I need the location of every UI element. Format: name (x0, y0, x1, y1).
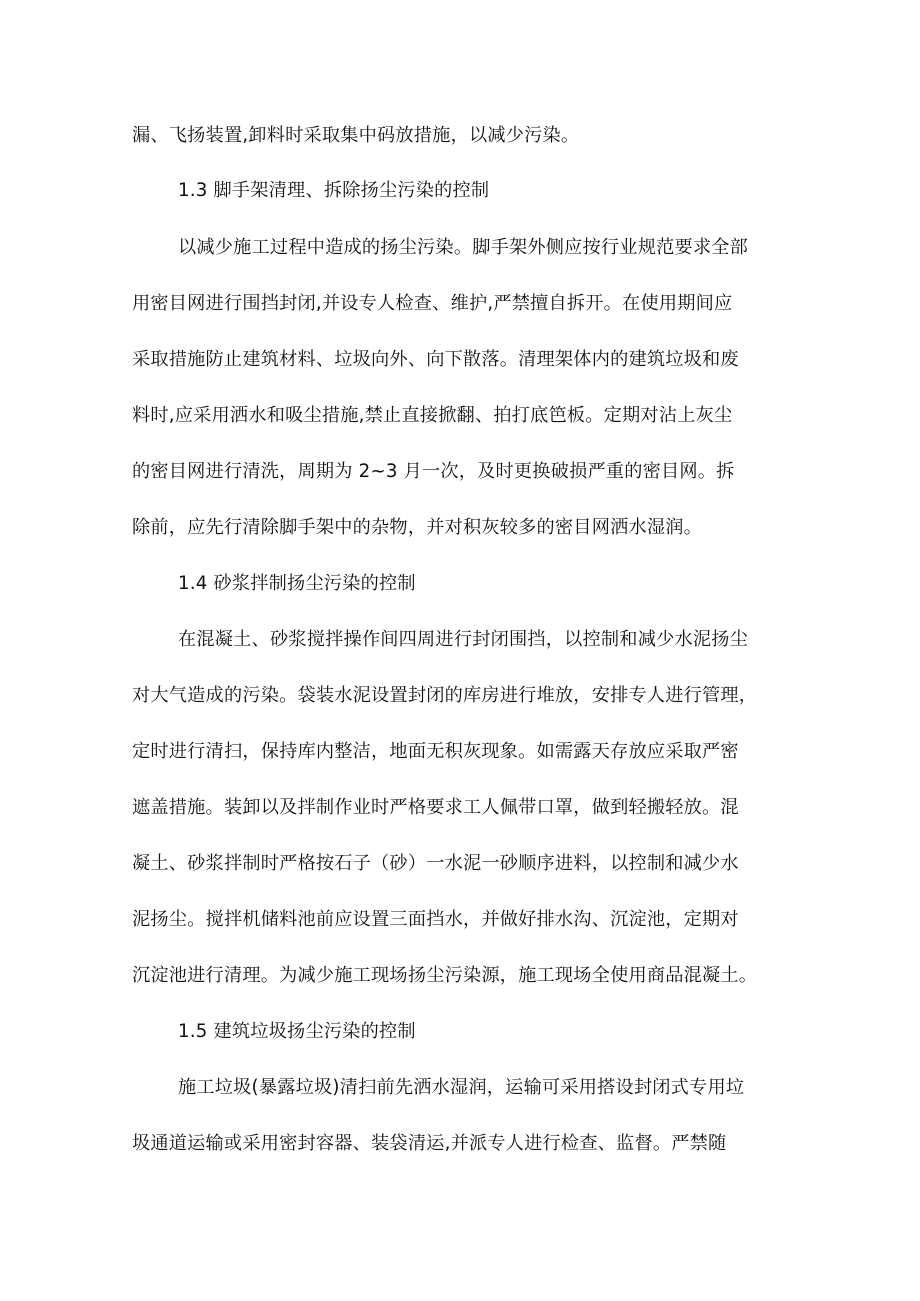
section-heading-1-5: 1.5 建筑垃圾扬尘污染的控制 (178, 1021, 416, 1042)
paragraph-line: 除前，应先行清除脚手架中的杂物，并对积灰较多的密目网洒水湿润。 (132, 517, 703, 538)
paragraph-line: 采取措施防止建筑材料、垃圾向外、向下散落。清理架体内的建筑垃圾和废 (132, 349, 739, 370)
paragraph-line: 沉淀池进行清理。为减少施工现场扬尘污染源，施工现场全使用商品混凝土。 (132, 965, 758, 986)
section-heading-1-4: 1.4 砂浆拌制扬尘污染的控制 (178, 573, 416, 594)
paragraph-line: 定时进行清扫，保持库内整洁，地面无积灰现象。如需露天存放应采取严密 (132, 741, 739, 762)
paragraph-line: 施工垃圾(暴露垃圾)清扫前先洒水湿润，运输可采用搭设封闭式专用垃 (178, 1077, 745, 1098)
paragraph-line: 凝土、砂浆拌制时严格按石子（砂）一水泥一砂顺序进料，以控制和减少水 (132, 853, 739, 874)
paragraph-line: 对大气造成的污染。袋装水泥设置封闭的库房进行堆放，安排专人进行管理， (132, 685, 758, 706)
paragraph-line: 的密目网进行清洗，周期为 2~3 月一次，及时更换破损严重的密目网。拆 (132, 461, 735, 482)
paragraph-line: 圾通道运输或采用密封容器、装袋清运,并派专人进行检查、监督。严禁随 (132, 1133, 727, 1154)
paragraph-line: 泥扬尘。搅拌机储料池前应设置三面挡水，并做好排水沟、沉淀池，定期对 (132, 909, 739, 930)
paragraph-line: 遮盖措施。装卸以及拌制作业时严格要求工人佩带口罩，做到轻搬轻放。混 (132, 797, 739, 818)
paragraph-continuation-line: 漏、飞扬装置,卸料时采取集中码放措施，以减少污染。 (132, 125, 580, 146)
paragraph-line: 料时,应采用洒水和吸尘措施,禁止直接掀翻、拍打底笆板。定期对沾上灰尘 (132, 405, 733, 426)
section-heading-1-3: 1.3 脚手架清理、拆除扬尘污染的控制 (178, 180, 490, 201)
paragraph-line: 在混凝土、砂浆搅拌操作间四周进行封闭围挡，以控制和减少水泥扬尘 (178, 629, 749, 650)
paragraph-line: 以减少施工过程中造成的扬尘污染。脚手架外侧应按行业规范要求全部 (178, 237, 749, 258)
paragraph-line: 用密目网进行围挡封闭,并设专人检查、维护,严禁擅自拆开。在使用期间应 (132, 293, 733, 314)
